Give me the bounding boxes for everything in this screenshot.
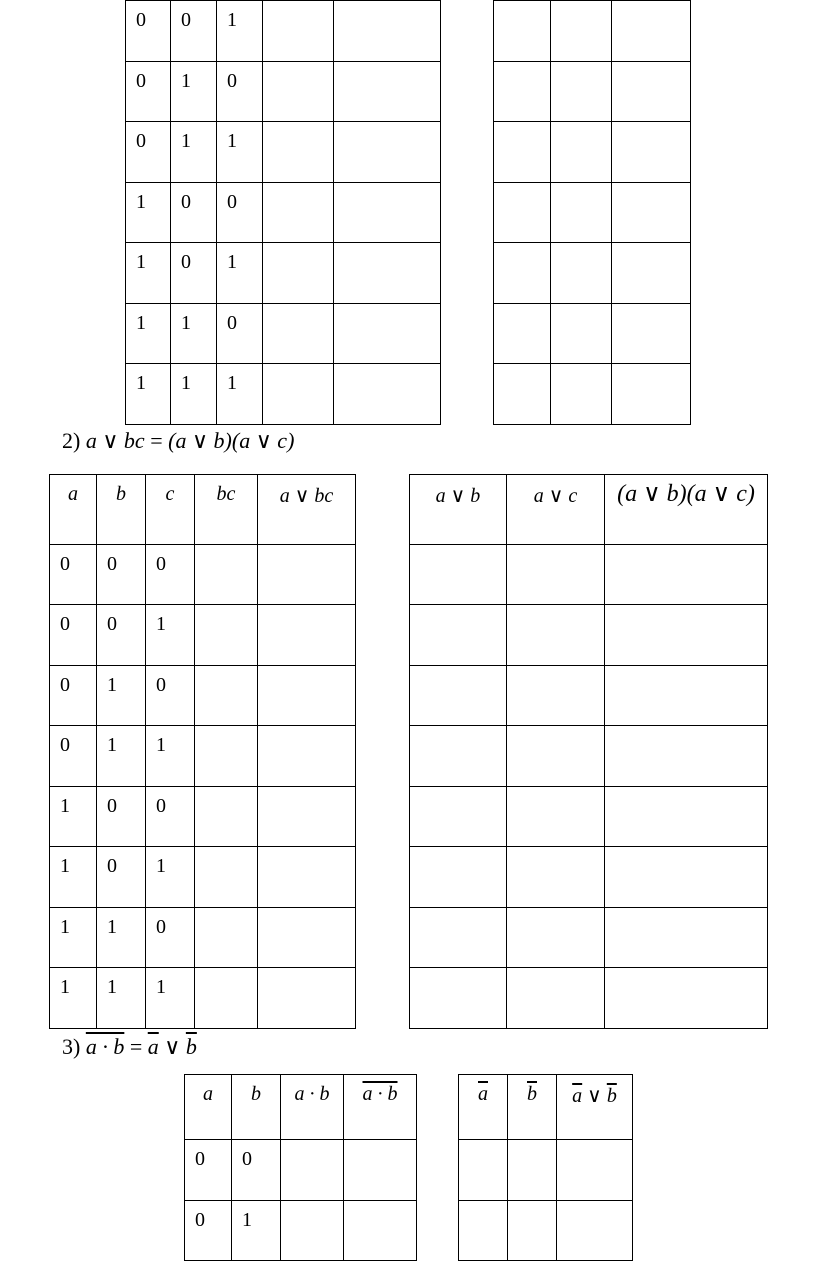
column-header: a [185, 1075, 232, 1140]
table-row [459, 1201, 633, 1261]
truth-table-2-results [409, 474, 768, 1029]
column-header: a ∨ c [507, 475, 605, 545]
column-header: $\overline{a}$ [459, 1075, 508, 1140]
column-header: (a ∨ b)(a ∨ c) [605, 475, 768, 545]
table-row: 1 0 1 [50, 847, 356, 908]
table-row: 0 0 [185, 1140, 417, 1201]
table-row [410, 666, 768, 726]
table-row: 0 1 1 [50, 726, 356, 787]
table-row: 0 0 0 [50, 545, 356, 605]
formula-left: a · b [85, 1034, 125, 1059]
table-row [410, 908, 768, 968]
table-row: 1 1 0 [50, 908, 356, 968]
table-row: 1 1 1 [50, 968, 356, 1029]
column-header: a · b [281, 1075, 344, 1140]
table-row: 0 1 1 [126, 122, 441, 183]
column-header: b [232, 1075, 281, 1140]
section-3-number: 3) [62, 1034, 81, 1059]
section-2-number: 2) [62, 428, 81, 453]
section-3-formula [62, 1034, 197, 1060]
table-header-row [185, 1075, 417, 1140]
formula-right: (a ∨ b)(a ∨ c) [168, 428, 295, 453]
table-row [494, 183, 691, 243]
column-header: a ∨ b [410, 475, 507, 545]
table-row [459, 1140, 633, 1201]
column-header: a ∨ bc [258, 475, 356, 545]
table-row: 0 0 1 [50, 605, 356, 666]
table-row [494, 122, 691, 183]
table-header-row [50, 475, 356, 545]
table-row [494, 364, 691, 425]
table-row: 1 0 0 [50, 787, 356, 847]
table-row [410, 787, 768, 847]
table-row [410, 605, 768, 666]
table-row [494, 243, 691, 304]
table-row [410, 726, 768, 787]
table-row: 0 0 1 [126, 1, 441, 62]
formula-equals: = [129, 1034, 143, 1059]
section-2-formula [62, 428, 294, 454]
table-header-row [459, 1075, 633, 1140]
formula-right-or: ∨ [164, 1034, 181, 1059]
table-row: 0 1 0 [50, 666, 356, 726]
column-header: a [50, 475, 97, 545]
formula-equals: = [150, 428, 163, 453]
column-header: b [97, 475, 146, 545]
table-row [494, 304, 691, 364]
column-header: $\overline{a}$ ∨ $\overline{b}$ [557, 1075, 633, 1140]
table-row: 1 0 1 [126, 243, 441, 304]
table-row: 1 1 1 [126, 364, 441, 425]
table-row [494, 62, 691, 122]
table-row: 1 0 0 [126, 183, 441, 243]
formula-right-a: $\overline{a}$ [147, 1034, 159, 1059]
table-row [410, 847, 768, 908]
table-row [410, 968, 768, 1029]
table-row [410, 545, 768, 605]
table-row [494, 1, 691, 62]
column-header: a · b [344, 1075, 417, 1140]
truth-table-3-inputs [184, 1074, 417, 1261]
table-row: 1 1 0 [126, 304, 441, 364]
table-row: 0 1 0 [126, 62, 441, 122]
column-header: c [146, 475, 195, 545]
truth-table-3-results [458, 1074, 633, 1261]
table-header-row [410, 475, 768, 545]
truth-table-1-inputs [125, 0, 441, 425]
column-header: bc [195, 475, 258, 545]
table-row: 0 1 [185, 1201, 417, 1261]
formula-left: a ∨ bc [85, 428, 145, 453]
truth-table-2-inputs [49, 474, 356, 1029]
column-header: $\overline{b}$ [508, 1075, 557, 1140]
truth-table-1-results [493, 0, 691, 425]
formula-right-b: $\overline{b}$ [185, 1034, 197, 1059]
